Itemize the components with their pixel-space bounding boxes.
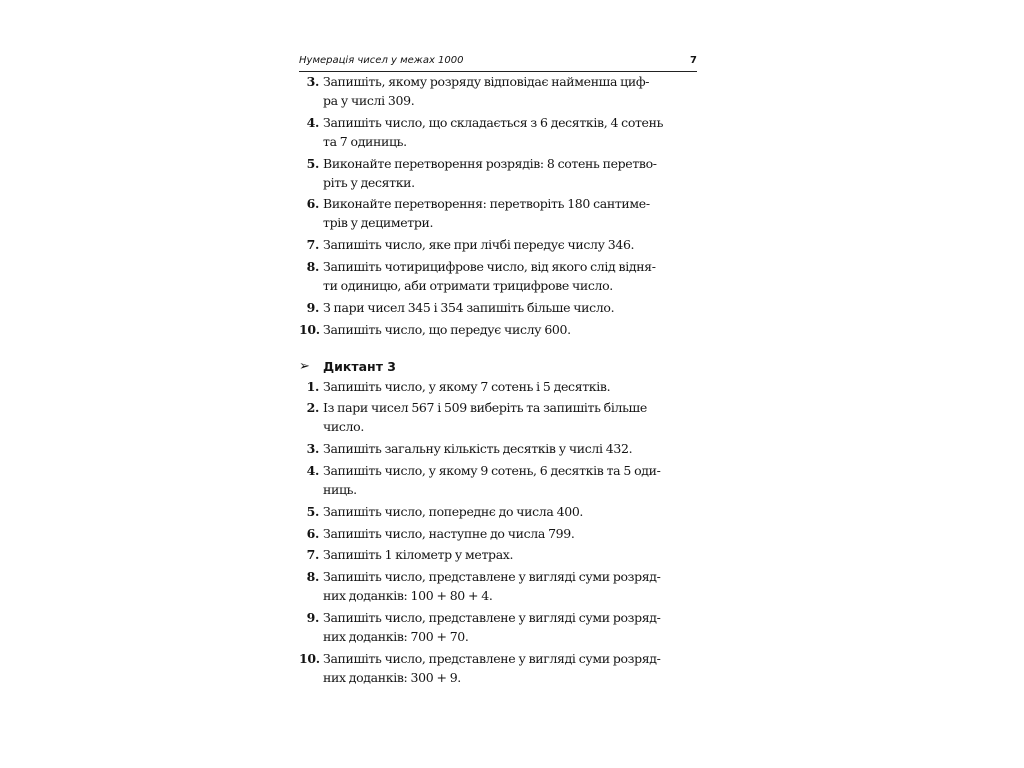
- task-number: 5.: [306, 503, 319, 519]
- task-text-line: Запишіть, якому розряду відповідає найменша циф-: [323, 74, 650, 89]
- section-heading-dictation-3: [299, 357, 697, 377]
- task-number: 5.: [306, 155, 319, 171]
- task-number: 10.: [299, 321, 320, 337]
- task-item: [299, 257, 697, 295]
- task-number: 3.: [306, 74, 319, 89]
- task-text-line: Запишіть число, яке при лічбі передує числу 346.: [323, 237, 635, 253]
- task-text-line: трів у дециметри.: [323, 215, 434, 231]
- task-text-line: них доданків: 700 + 70.: [323, 628, 469, 644]
- task-item: [299, 194, 697, 232]
- task-text-line: З пари чисел 345 і 354 запишіть більше число.: [323, 299, 615, 315]
- page-number: 7: [690, 55, 697, 66]
- task-list-continued: [299, 72, 697, 339]
- task-number: 9.: [306, 299, 319, 315]
- task-item: [299, 461, 697, 499]
- task-text-line: Виконайте перетворення: перетворіть 180 сантиме-: [323, 196, 650, 212]
- task-number: 4.: [306, 114, 319, 130]
- task-text-line: Запишіть загальну кількість десятків у числі 432.: [323, 441, 633, 457]
- task-item: [299, 154, 697, 192]
- task-text-line: них доданків: 300 + 9.: [323, 669, 461, 685]
- arrow-bullet-icon: ➢: [299, 358, 310, 374]
- task-text-line: Запишіть число, наступне до числа 799.: [323, 525, 575, 541]
- task-text-line: ріть у десятки.: [323, 174, 415, 190]
- task-item: [299, 320, 697, 339]
- task-text-line: Запишіть число, представлене у вигляді суми розряд-: [323, 569, 661, 585]
- task-text-line: Запишіть число, представлене у вигляді суми розряд-: [323, 609, 661, 625]
- task-item: [299, 545, 697, 564]
- task-item: [299, 567, 697, 605]
- task-text-line: Із пари чисел 567 і 509 виберіть та запишіть більше: [323, 400, 647, 416]
- task-number: 4.: [306, 462, 319, 478]
- task-text-line: Запишіть число, у якому 9 сотень, 6 десятків та 5 оди-: [323, 462, 661, 478]
- task-item: [299, 113, 697, 151]
- running-title: Нумерація чисел у межах 1000: [299, 55, 464, 66]
- task-item: [299, 502, 697, 521]
- task-text-line: Виконайте перетворення розрядів: 8 сотень перетво-: [323, 155, 657, 171]
- task-text-line: ниць.: [323, 481, 357, 497]
- task-number: 6.: [306, 196, 319, 212]
- task-text-line: Запишіть чотирицифрове число, від якого слід відня-: [323, 258, 656, 274]
- task-text-line: ти одиницю, аби отримати трицифрове число.: [323, 277, 613, 293]
- book-page: [299, 54, 697, 690]
- task-text-line: та 7 одиниць.: [323, 133, 407, 149]
- task-number: 3.: [306, 441, 319, 457]
- task-number: 8.: [306, 569, 319, 585]
- running-header: [299, 54, 697, 72]
- task-item: [299, 298, 697, 317]
- task-list-dictation-3: [299, 377, 697, 687]
- task-number: 1.: [306, 378, 319, 394]
- task-item: [299, 72, 697, 110]
- task-number: 9.: [306, 609, 319, 625]
- task-text-line: ра у числі 309.: [323, 93, 415, 108]
- task-number: 7.: [306, 237, 319, 253]
- task-number: 10.: [299, 650, 320, 666]
- task-text-line: Запишіть число, що передує числу 600.: [323, 321, 571, 337]
- task-text-line: Запишіть число, у якому 7 сотень і 5 десятків.: [323, 378, 611, 394]
- task-text-line: них доданків: 100 + 80 + 4.: [323, 588, 493, 604]
- task-item: [299, 377, 697, 396]
- task-item: [299, 649, 697, 687]
- task-item: [299, 235, 697, 254]
- task-text-line: Запишіть число, представлене у вигляді суми розряд-: [323, 650, 661, 666]
- task-text-line: Запишіть число, що складається з 6 десятків, 4 сотень: [323, 114, 664, 130]
- task-text-line: Запишіть 1 кілометр у метрах.: [323, 547, 514, 563]
- task-number: 6.: [306, 525, 319, 541]
- task-item: [299, 398, 697, 436]
- task-item: [299, 608, 697, 646]
- task-item: [299, 524, 697, 543]
- task-text-line: Запишіть число, попереднє до числа 400.: [323, 503, 584, 519]
- task-number: 7.: [306, 547, 319, 563]
- task-item: [299, 439, 697, 458]
- task-text-line: число.: [323, 419, 364, 435]
- task-number: 2.: [306, 400, 319, 416]
- task-number: 8.: [306, 258, 319, 274]
- section-title: Диктант 3: [323, 358, 396, 374]
